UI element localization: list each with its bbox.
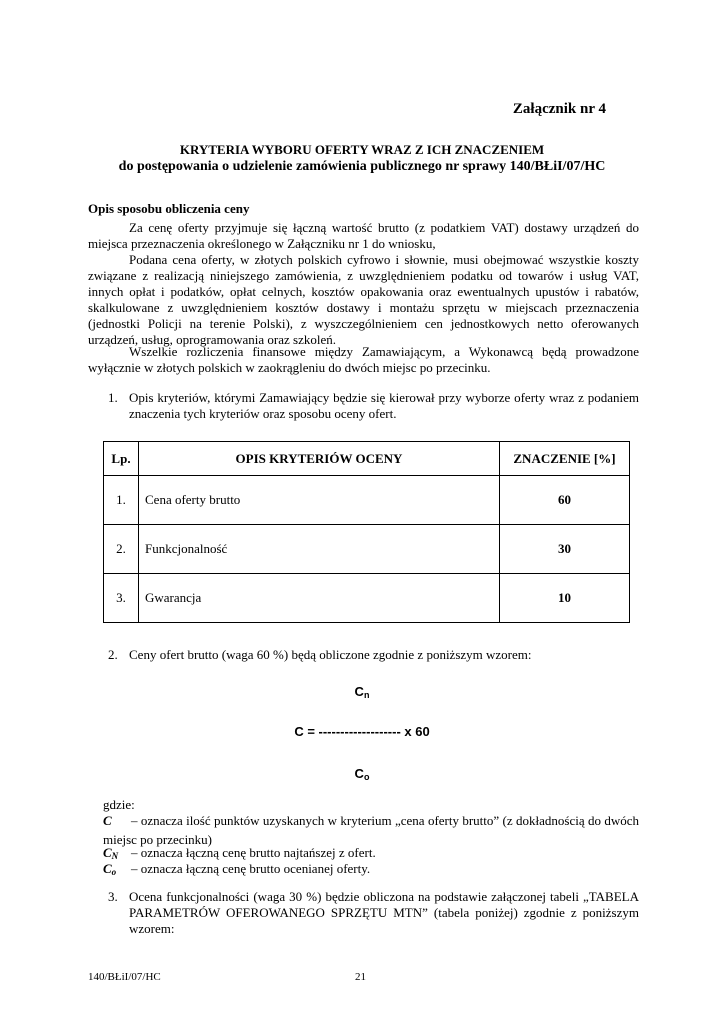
where-description: – oznacza łączną cenę brutto najtańszej z ofert. [131,845,376,860]
where-symbol: C [103,813,112,828]
document-title: KRYTERIA WYBORU OFERTY WRAZ Z ICH ZNACZENIEM [179,142,545,157]
formula-numerator [0,684,724,700]
paragraph-price-scope: Podana cena oferty, w złotych polskich cyfrowo i słownie, musi obejmować wszystkie koszty związane z realizacją niniejszego zamówienia, z uwzględnieniem podatku od towarów i usług VAT, innych opłat i podatków, opłat celnych, kosztów opakowania oraz ewentualnych upustów i rabatów, skalkulowane z uwzględnieniem kosztów dostawy i montażu sprzętu w miejscach przeznaczenia (jednostki Policji na terenie Polski), z wyszczególnieniem cen jednostkowych netto oferowanych urządzeń, usług, oprogramowania oraz szkoleń. [88,252,639,347]
formula-main: C = ------------------- x 60 [294,724,430,739]
formula-denominator-symbol: C [354,766,364,781]
list-item-1: Opis kryteriów, którymi Zamawiający będzie się kierował przy wyborze oferty wraz z podaniem znaczenia tych kryteriów oraz sposobu oceny ofert. [129,390,639,421]
where-symbol: C [103,861,112,876]
header-weight: ZNACZENIE [%] [500,442,630,476]
list-number-3: 3. [108,889,118,904]
where-item [103,861,639,880]
where-symbol: C [103,845,112,860]
formula-denominator-sub: o [363,772,370,782]
header-description: OPIS KRYTERIÓW OCENY [139,442,500,476]
header-lp: Lp. [104,442,139,476]
paragraph-price-definition: Za cenę oferty przyjmuje się łączną wartość brutto (z podatkiem VAT) dostawy urządzeń do miejsca przeznaczenia określonego w Załączniku nr 1 do wniosku, [88,220,639,251]
list-item-3: Ocena funkcjonalności (waga 30 %) będzie obliczona na podstawie załączonej tabeli „TABELA PARAMETRÓW OFEROWANEGO SPRZĘTU MTN” (tabela poniżej) zgodnie z poniższym wzorem: [129,889,639,936]
where-description: – oznacza łączną cenę brutto ocenianej oferty. [131,861,371,876]
table-row [104,476,630,525]
row-description: Funkcjonalność [139,525,500,574]
row-weight: 60 [500,476,630,525]
formula-numerator-symbol: C [354,684,364,699]
section-heading: Opis sposobu obliczenia ceny [88,201,250,216]
table-row [104,574,630,623]
table-header-row [104,442,630,476]
table-row [104,525,630,574]
where-symbol-sub: o [111,867,117,877]
document-subtitle: do postępowania o udzielenie zamówienia publicznego nr sprawy 140/BŁiI/07/HC [118,159,606,174]
where-item [103,813,639,848]
formula-numerator-sub: n [363,690,370,700]
list-item-2: Ceny ofert brutto (waga 60 %) będą obliczone zgodnie z poniższym wzorem: [129,647,532,662]
row-weight: 10 [500,574,630,623]
row-description: Cena oferty brutto [139,476,500,525]
where-label: gdzie: [103,797,135,812]
list-number-2: 2. [108,647,118,662]
footer-case-number: 140/BŁiI/07/HC [88,971,161,983]
row-description: Gwarancja [139,574,500,623]
where-description: – oznacza ilość punktów uzyskanych w kryterium „cena oferty brutto” (z dokładnością do dwóch miejsc po przecinku) [103,813,639,847]
annex-label: Załącznik nr 4 [512,101,606,117]
where-symbol-sub: N [111,851,119,861]
criteria-table [103,441,630,623]
row-lp: 3. [104,574,139,623]
list-number-1: 1. [108,390,118,405]
row-weight: 30 [500,525,630,574]
formula-denominator [0,766,724,782]
row-lp: 1. [104,476,139,525]
page-number: 21 [355,971,366,983]
paragraph-settlement: Wszelkie rozliczenia finansowe między Zamawiającym, a Wykonawcą będą prowadzone wyłącznie w złotych polskich w zaokrągleniu do dwóch miejsc po przecinku. [88,344,639,375]
row-lp: 2. [104,525,139,574]
